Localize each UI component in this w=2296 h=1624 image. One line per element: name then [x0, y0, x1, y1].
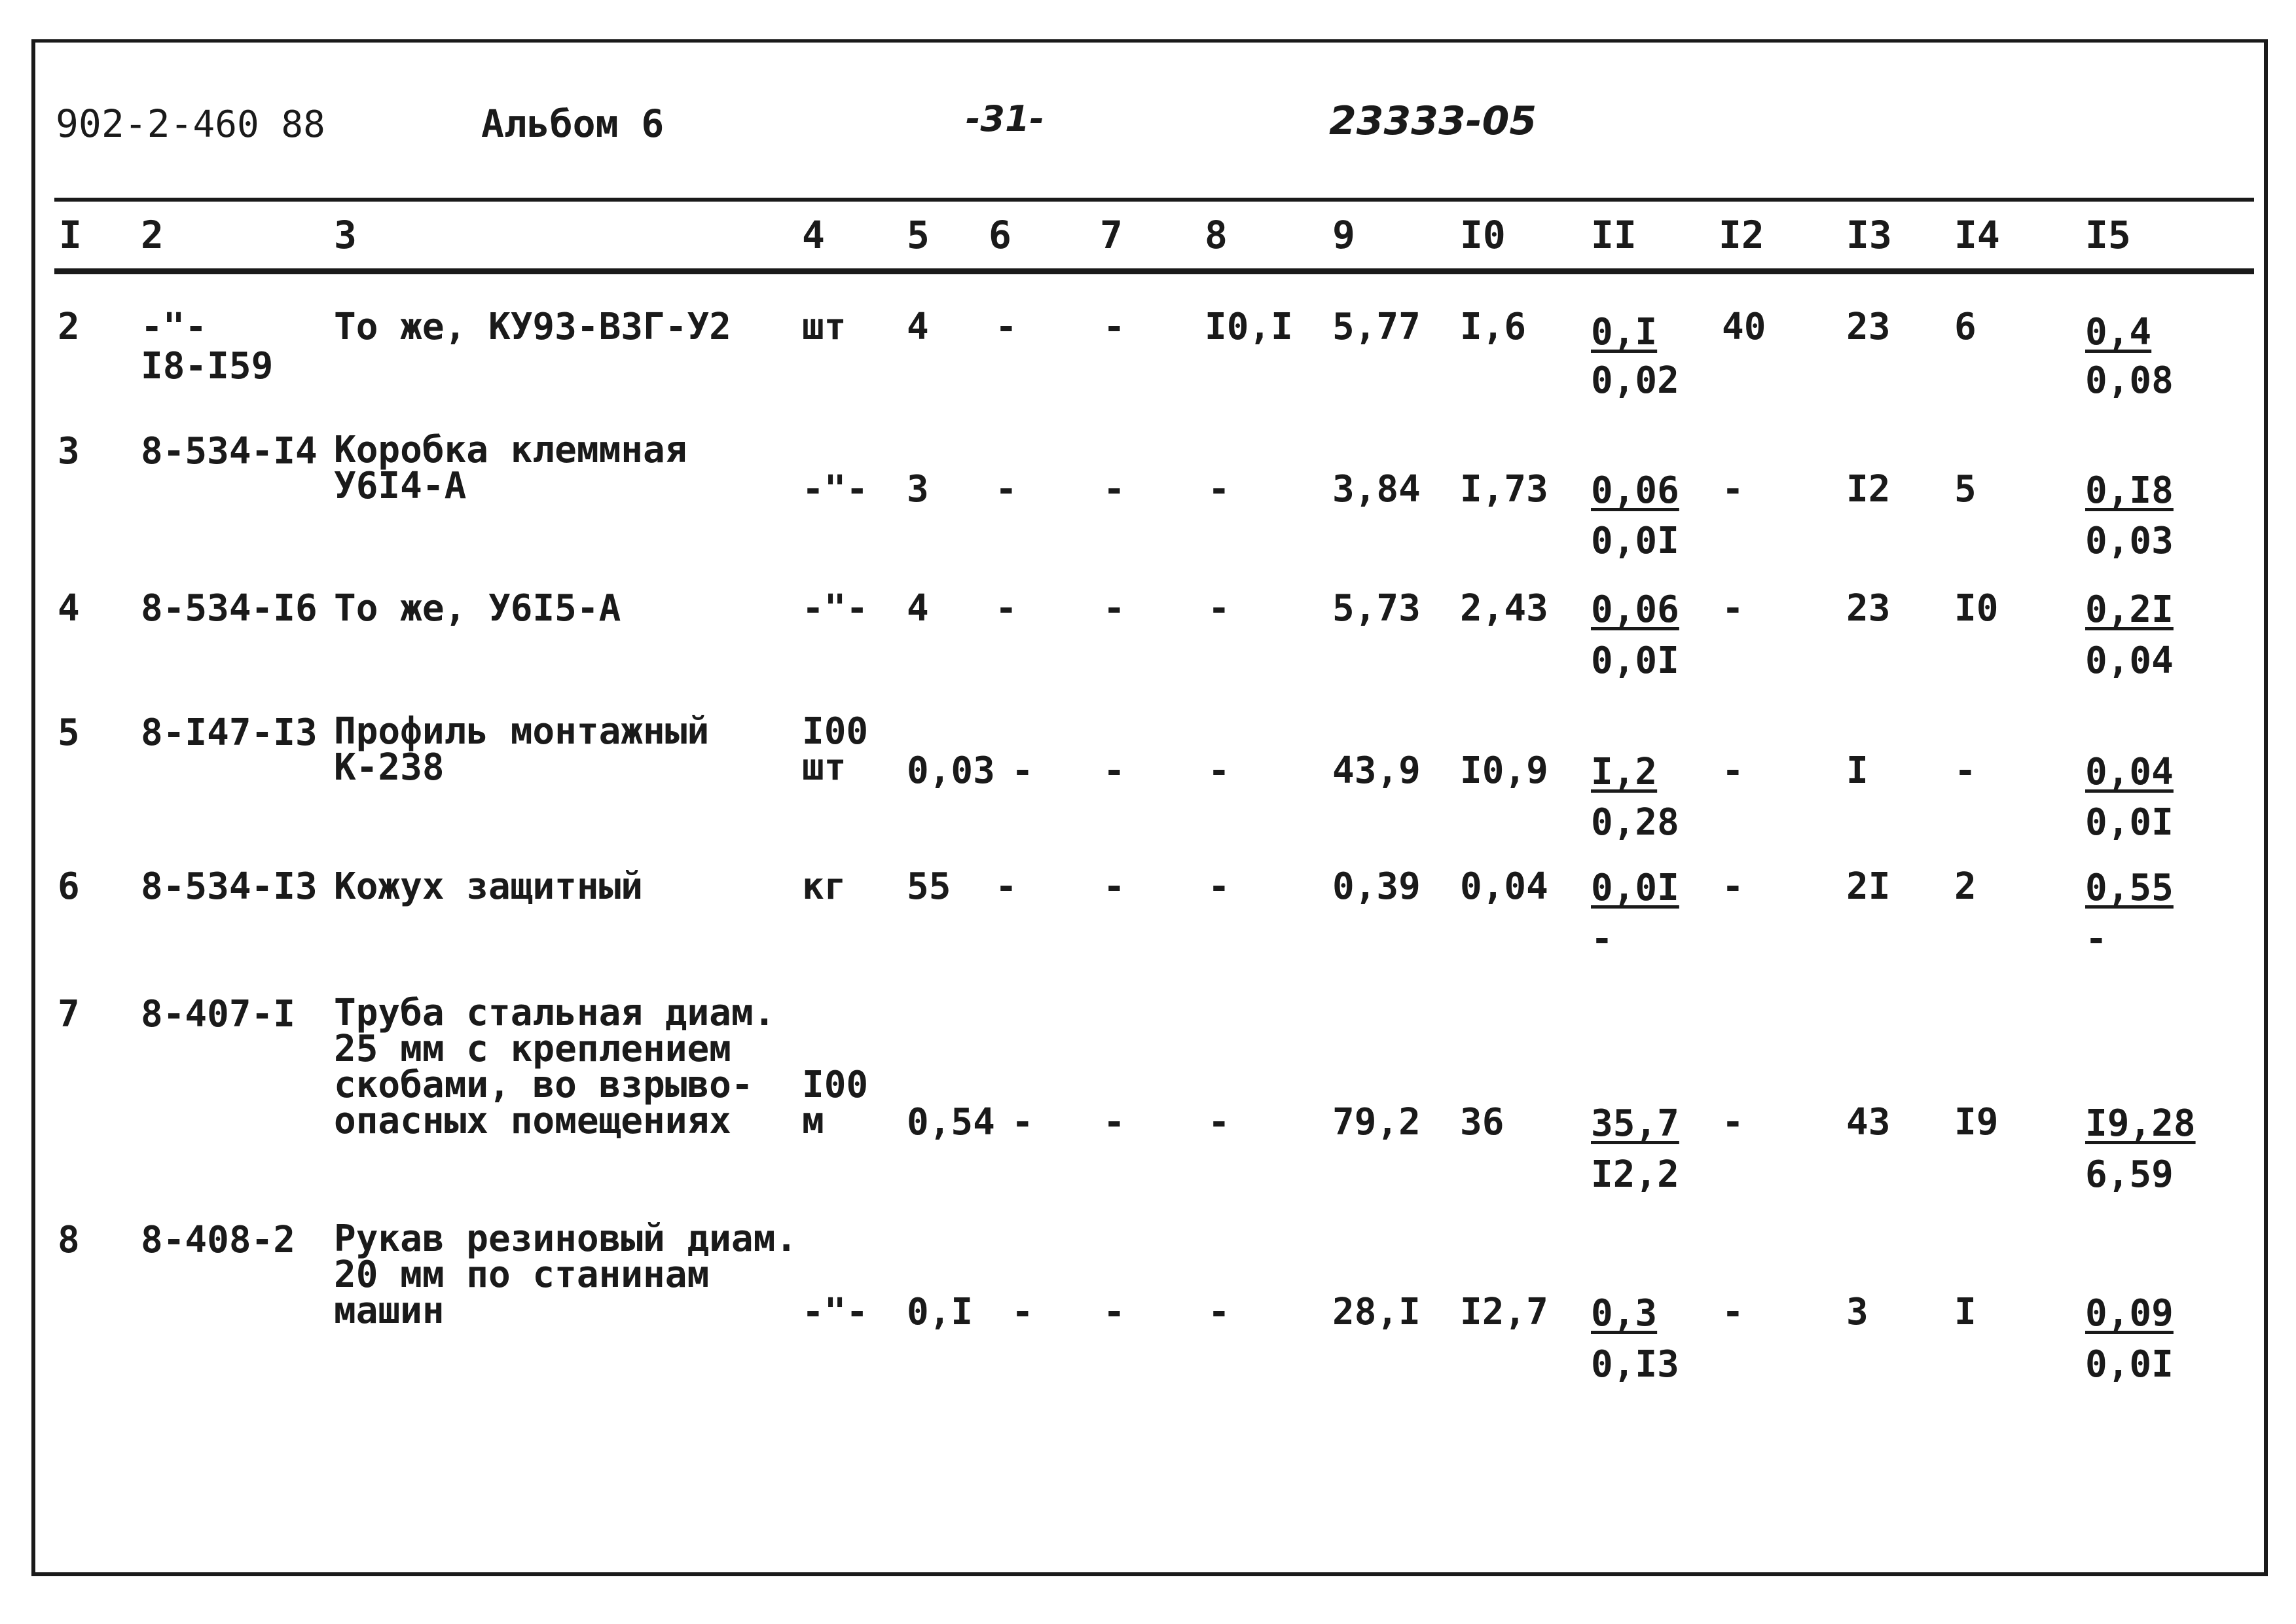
- cell-col11-bottom: 0,0I: [1591, 640, 1679, 682]
- cell-col7: -: [1103, 749, 1125, 792]
- cell-col15-bottom: 0,04: [2085, 640, 2174, 682]
- cell-col11-bottom: 0,28: [1591, 801, 1679, 844]
- cell-description: То же, КУ93-ВЗГ-У2: [334, 306, 731, 348]
- cell-description: Труба стальная диам. 25 мм с креплением скобами, во взрыво- опасных помещениях: [334, 992, 776, 1142]
- cell-col9: 5,77: [1332, 306, 1421, 348]
- cell-col7: -: [1103, 468, 1125, 511]
- cell-col11-top: 0,0I: [1591, 867, 1679, 909]
- cell-col13: I: [1846, 749, 1868, 792]
- cell-col11-bottom: 0,I3: [1591, 1343, 1679, 1386]
- table-row: [0, 589, 2296, 700]
- cell-col8: -: [1208, 865, 1230, 908]
- cell-code: 8-I47-I3: [141, 712, 318, 754]
- cell-col10: I0,9: [1460, 749, 1548, 792]
- cell-col8: -: [1208, 1291, 1230, 1333]
- cell-col8: I0,I: [1205, 306, 1293, 348]
- cell-col15-bottom: 6,59: [2085, 1153, 2174, 1196]
- table-row: [0, 992, 2296, 1196]
- cell-col10: I,73: [1460, 468, 1548, 511]
- column-header: 3: [334, 213, 357, 257]
- cell-col12: -: [1722, 1101, 1744, 1144]
- header-rule-bottom: [54, 268, 2254, 274]
- cell-col13: 3: [1846, 1291, 1868, 1333]
- cell-col7: -: [1103, 587, 1125, 630]
- cell-col12: -: [1722, 1291, 1744, 1333]
- cell-col13: 23: [1846, 306, 1891, 348]
- table-row: [0, 867, 2296, 972]
- column-header: 4: [802, 213, 825, 257]
- cell-col10: 0,04: [1460, 865, 1548, 908]
- cell-col11-bottom: 0,02: [1591, 359, 1679, 402]
- cell-col10: I2,7: [1460, 1291, 1548, 1333]
- cell-col14: 5: [1954, 468, 1977, 511]
- cell-col7: -: [1103, 1101, 1125, 1144]
- cell-code: 8-534-I4: [141, 430, 318, 473]
- cell-col12: -: [1722, 587, 1744, 630]
- cell-col6: -: [1011, 749, 1034, 792]
- cell-col13: 2I: [1846, 865, 1891, 908]
- column-header: 5: [907, 213, 930, 257]
- header-rule-top: [54, 198, 2254, 202]
- cell-col9: 79,2: [1332, 1101, 1421, 1144]
- column-header: 2: [141, 213, 164, 257]
- cell-col15-top: 0,I8: [2085, 469, 2174, 512]
- table-row: [0, 429, 2296, 562]
- cell-unit: -"-: [802, 468, 869, 511]
- cell-col14: I0: [1954, 587, 1999, 630]
- cell-col12: 40: [1722, 306, 1766, 348]
- cell-col9: 3,84: [1332, 468, 1421, 511]
- cell-item-number: 7: [58, 993, 80, 1036]
- cell-col6: -: [1011, 1101, 1034, 1144]
- cell-item-number: 3: [58, 430, 80, 473]
- cell-description: То же, У6I5-А: [334, 587, 621, 630]
- cell-col13: I2: [1846, 468, 1891, 511]
- column-header: 9: [1332, 213, 1355, 257]
- cell-col8: -: [1208, 1101, 1230, 1144]
- cell-col5: 0,03: [907, 749, 995, 792]
- cell-col14: I9: [1954, 1101, 1999, 1144]
- cell-col15-top: 0,2I: [2085, 588, 2174, 631]
- cell-col11-top: 0,I: [1591, 311, 1658, 353]
- cell-col7: -: [1103, 1291, 1125, 1333]
- cell-item-number: 4: [58, 587, 80, 630]
- cell-col6: -: [995, 865, 1017, 908]
- column-header: 6: [989, 213, 1011, 257]
- cell-col7: -: [1103, 865, 1125, 908]
- cell-col11-top: 35,7: [1591, 1102, 1679, 1145]
- cell-col14: -: [1954, 749, 1977, 792]
- cell-col15-top: I9,28: [2085, 1102, 2196, 1145]
- cell-col7: -: [1103, 306, 1125, 348]
- document-code: [56, 101, 325, 146]
- cell-code: 8-408-2: [141, 1219, 296, 1261]
- cell-col10: 36: [1460, 1101, 1504, 1144]
- cell-col15-bottom: 0,08: [2085, 359, 2174, 402]
- cell-col6: -: [995, 306, 1017, 348]
- cell-col12: -: [1722, 865, 1744, 908]
- cell-code: 8-407-I: [141, 993, 296, 1036]
- cell-col8: -: [1208, 749, 1230, 792]
- cell-unit: -"-: [802, 587, 869, 630]
- cell-description: Профиль монтажный К-238: [334, 710, 710, 789]
- cell-col11-top: 0,3: [1591, 1292, 1658, 1335]
- document-code-handwritten: 460 88: [192, 103, 325, 146]
- cell-col11-top: 0,06: [1591, 588, 1679, 631]
- column-header: I4: [1954, 213, 2000, 257]
- cell-col12: -: [1722, 468, 1744, 511]
- cell-col9: 5,73: [1332, 587, 1421, 630]
- cell-col15-bottom: -: [2085, 918, 2107, 960]
- cell-unit: шт: [802, 306, 847, 348]
- cell-item-number: 6: [58, 865, 80, 908]
- cell-col5: 0,I: [907, 1291, 974, 1333]
- cell-col6: -: [995, 587, 1017, 630]
- column-header: I3: [1846, 213, 1892, 257]
- cell-col10: I,6: [1460, 306, 1527, 348]
- cell-col13: 23: [1846, 587, 1891, 630]
- cell-col9: 28,I: [1332, 1291, 1421, 1333]
- cell-col15-top: 0,4: [2085, 311, 2152, 353]
- cell-col5: 55: [907, 865, 951, 908]
- cell-col12: -: [1722, 749, 1744, 792]
- cell-code: -"- I8-I59: [141, 306, 274, 388]
- cell-col8: -: [1208, 468, 1230, 511]
- table-row: [0, 308, 2296, 419]
- cell-col11-bottom: -: [1591, 918, 1613, 960]
- cell-col15-bottom: 0,0I: [2085, 1343, 2174, 1386]
- column-header: I2: [1719, 213, 1764, 257]
- cell-col14: 6: [1954, 306, 1977, 348]
- cell-col15-top: 0,04: [2085, 751, 2174, 793]
- cell-col11-bottom: 0,0I: [1591, 520, 1679, 562]
- cell-col6: -: [995, 468, 1017, 511]
- cell-col8: -: [1208, 587, 1230, 630]
- column-header: I5: [2085, 213, 2131, 257]
- cell-item-number: 2: [58, 306, 80, 348]
- album-label: Альбом 6: [481, 101, 665, 146]
- cell-col15-top: 0,55: [2085, 867, 2174, 909]
- cell-description: Рукав резиновый диам. 20 мм по станинам машин: [334, 1218, 798, 1332]
- cell-col5: 3: [907, 468, 929, 511]
- cell-item-number: 8: [58, 1219, 80, 1261]
- column-header: 8: [1205, 213, 1228, 257]
- cell-col9: 43,9: [1332, 749, 1421, 792]
- cell-description: Кожух защитный: [334, 865, 644, 908]
- cell-unit: I00 шт: [802, 710, 869, 789]
- cell-col11-top: 0,06: [1591, 469, 1679, 512]
- cell-col13: 43: [1846, 1101, 1891, 1144]
- cell-col15-bottom: 0,03: [2085, 520, 2174, 562]
- cell-code: 8-534-I6: [141, 587, 318, 630]
- column-header: II: [1591, 213, 1637, 257]
- cell-col11-bottom: I2,2: [1591, 1153, 1679, 1196]
- page-number: -31-: [966, 98, 1044, 139]
- document-reference: 23333-05: [1329, 98, 1537, 144]
- cell-col15-bottom: 0,0I: [2085, 801, 2174, 844]
- cell-col14: 2: [1954, 865, 1977, 908]
- cell-col15-top: 0,09: [2085, 1292, 2174, 1335]
- cell-item-number: 5: [58, 712, 80, 754]
- cell-col5: 0,54: [907, 1101, 995, 1144]
- document-code-printed: 902-2-: [56, 101, 193, 146]
- cell-col5: 4: [907, 587, 929, 630]
- cell-col14: I: [1954, 1291, 1977, 1333]
- cell-code: 8-534-I3: [141, 865, 318, 908]
- cell-col6: -: [1011, 1291, 1034, 1333]
- table-row: [0, 710, 2296, 844]
- table-row: [0, 1218, 2296, 1404]
- column-header: 7: [1100, 213, 1123, 257]
- cell-col9: 0,39: [1332, 865, 1421, 908]
- cell-col10: 2,43: [1460, 587, 1548, 630]
- cell-col11-top: I,2: [1591, 751, 1658, 793]
- cell-description: Коробка клеммная У6I4-А: [334, 429, 687, 507]
- cell-unit: I00 м: [802, 1064, 869, 1142]
- cell-unit: -"-: [802, 1291, 869, 1333]
- cell-unit: кг: [802, 865, 847, 908]
- column-header: I: [59, 213, 82, 257]
- column-header: I0: [1460, 213, 1506, 257]
- cell-col5: 4: [907, 306, 929, 348]
